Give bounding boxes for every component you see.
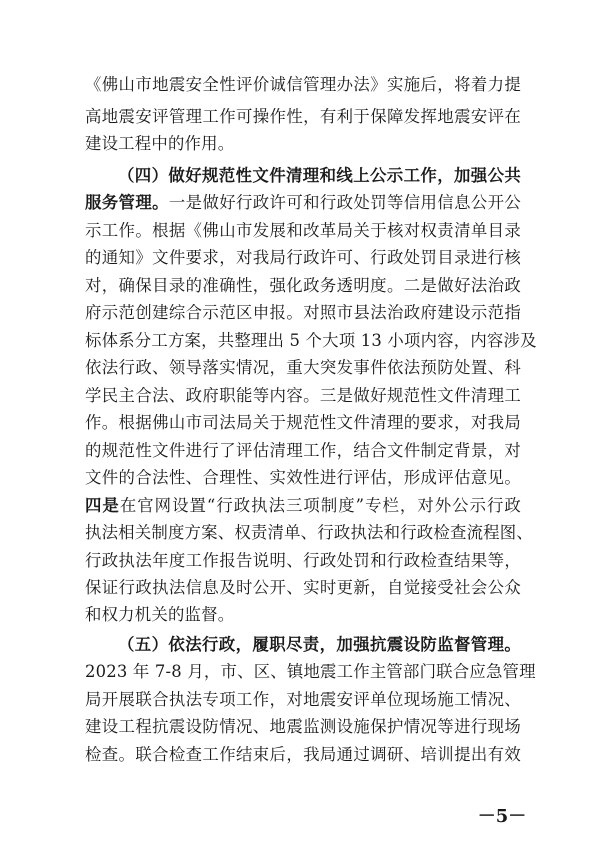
text-line-3: 建设工程中的作用。 xyxy=(85,134,235,153)
text-line-17: 执法相关制度方案、权责清单、行政执法和行政检查流程图、 xyxy=(85,523,533,542)
section-heading-5: （五）依法行政，履职尽责，加强抗震设防监督管理。 xyxy=(118,635,521,654)
text-line-5-body: 一是做好行政许可和行政处罚等信用信息公开公 xyxy=(168,193,522,212)
text-line-16 xyxy=(85,491,521,521)
page-number: －5－ xyxy=(477,806,527,827)
text-line-23: 局开展联合执法专项工作，对地震安评单位现场施工情况、 xyxy=(85,690,521,709)
text-line-7: 的通知》文件要求，对我局行政许可、行政处罚目录进行核 xyxy=(85,248,521,267)
text-line-25: 检查。联合检查工作结束后，我局通过调研、培训提出有效 xyxy=(85,745,521,764)
text-line-16-body: 在官网设置“行政执法三项制度”专栏，对外公示行政 xyxy=(119,496,521,515)
text-line-12: 学民主合法、政府职能等内容。三是做好规范性文件清理工 xyxy=(85,386,521,405)
text-line-18: 行政执法年度工作报告说明、行政处罚和行政检查结果等， xyxy=(85,551,521,570)
section-heading-4-cont: 服务管理。 xyxy=(85,193,169,212)
text-line-8 xyxy=(85,271,521,301)
text-line-5 xyxy=(85,188,521,218)
text-line-2: 高地震安评管理工作可操作性，有利于保障发挥地震安评在 xyxy=(85,107,521,126)
text-line-8-b: 二是做好法治政 xyxy=(403,276,521,295)
text-line-13: 作。根据佛山市司法局关于规范性文件清理的要求，对我局 xyxy=(85,413,521,432)
section-heading-4: （四）做好规范性文件清理和线上公示工作，加强公共 xyxy=(118,166,521,185)
text-line-19: 保证行政执法信息及时公开、实时更新，自觉接受社会公众 xyxy=(85,578,521,597)
text-line-8-a: 对，确保目录的准确性，强化政务透明度。 xyxy=(85,276,404,295)
text-line-11: 依法行政、领导落实情况，重大突发事件依法预防处置、科 xyxy=(85,358,521,377)
text-line-9: 府示范创建综合示范区申报。对照市县法治政府建设示范指 xyxy=(85,303,521,322)
text-line-1: 《佛山市地震安全性评价诚信管理办法》实施后，将着力提 xyxy=(85,75,521,94)
item-four-lead: 四是 xyxy=(85,496,120,515)
text-line-22: 2023 年 7-8 月，市、区、镇地震工作主管部门联合应急管理 xyxy=(85,662,536,681)
text-line-24: 建设工程抗震设防情况、地震监测设施保护情况等进行现场 xyxy=(85,717,521,736)
text-line-6: 示工作。根据《佛山市发展和改革局关于核对权责清单目录 xyxy=(85,221,521,240)
text-line-20: 和权力机关的监督。 xyxy=(85,605,235,624)
text-line-10: 标体系分工方案，共整理出 5 个大项 13 小项内容，内容涉及 xyxy=(85,331,537,350)
text-line-15: 文件的合法性、合理性、实效性进行评估，形成评估意见。 xyxy=(85,468,521,487)
text-line-14: 的规范性文件进行了评估清理工作，结合文件制定背景，对 xyxy=(85,441,521,460)
